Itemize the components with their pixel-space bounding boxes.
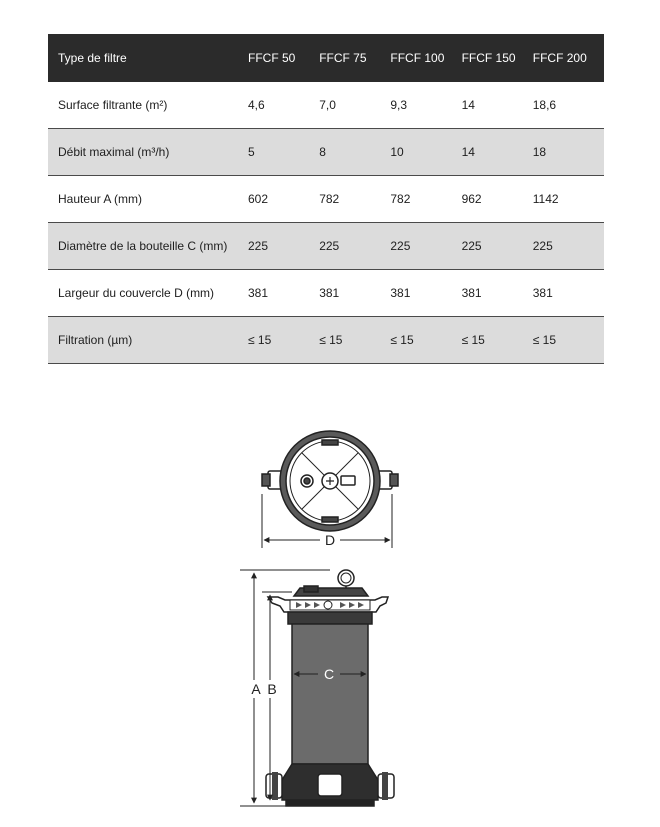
cell-value: 225 (390, 223, 461, 270)
label-a: A (251, 681, 261, 697)
cell-value: 381 (462, 270, 533, 317)
row-label: Débit maximal (m³/h) (48, 129, 248, 176)
cell-value: 9,3 (390, 82, 461, 129)
cell-value: 18 (533, 129, 604, 176)
cell-value: 5 (248, 129, 319, 176)
header-type: Type de filtre (48, 34, 248, 82)
cell-value: 381 (390, 270, 461, 317)
cell-value: 381 (533, 270, 604, 317)
row-label: Diamètre de la bouteille C (mm) (48, 223, 248, 270)
header-ffcf50: FFCF 50 (248, 34, 319, 82)
row-label: Filtration (µm) (48, 317, 248, 364)
cell-value: ≤ 15 (319, 317, 390, 364)
cell-value: 18,6 (533, 82, 604, 129)
cell-value: 782 (390, 176, 461, 223)
cell-value: 14 (462, 82, 533, 129)
cell-value: 7,0 (319, 82, 390, 129)
cell-value: 381 (248, 270, 319, 317)
cell-value: 225 (319, 223, 390, 270)
cell-value: ≤ 15 (248, 317, 319, 364)
header-ffcf150: FFCF 150 (462, 34, 533, 82)
row-label: Largeur du couvercle D (mm) (48, 270, 248, 317)
cell-value: 4,6 (248, 82, 319, 129)
cell-value: 225 (462, 223, 533, 270)
cell-value: 225 (248, 223, 319, 270)
header-ffcf75: FFCF 75 (319, 34, 390, 82)
cell-value: 8 (319, 129, 390, 176)
cell-value: 10 (390, 129, 461, 176)
row-label: Hauteur A (mm) (48, 176, 248, 223)
filter-top-view (262, 431, 398, 531)
header-ffcf100: FFCF 100 (390, 34, 461, 82)
cell-value: ≤ 15 (390, 317, 461, 364)
row-label: Surface filtrante (m²) (48, 82, 248, 129)
label-d: D (324, 532, 336, 548)
label-b: B (267, 681, 277, 697)
filter-side-view (266, 570, 394, 806)
cell-value: 962 (462, 176, 533, 223)
cell-value: ≤ 15 (533, 317, 604, 364)
cell-value: 602 (248, 176, 319, 223)
label-c: C (323, 666, 335, 682)
cell-value: 782 (319, 176, 390, 223)
cell-value: 381 (319, 270, 390, 317)
cell-value: ≤ 15 (462, 317, 533, 364)
cell-value: 1142 (533, 176, 604, 223)
header-ffcf200: FFCF 200 (533, 34, 604, 82)
cell-value: 225 (533, 223, 604, 270)
cell-value: 14 (462, 129, 533, 176)
